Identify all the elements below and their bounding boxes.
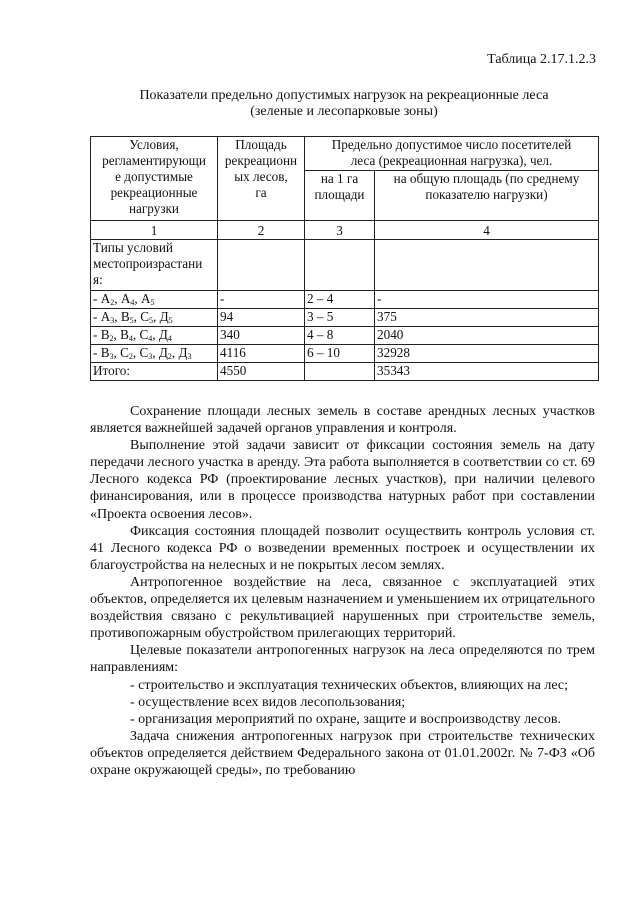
table-row: [91, 327, 599, 345]
list-item: - организация мероприятий по охране, защите и воспроизводству лесов.: [130, 711, 561, 727]
table-number: Таблица 2.17.1.2.3: [487, 52, 596, 67]
total-cell: -: [375, 291, 599, 309]
header-conditions: Условия, регламентирующи е допустимые рекреационные нагрузки: [91, 137, 218, 221]
table-title: [90, 88, 598, 120]
condition-cell: - $А_3$, $В_5$, $С_5$, $Д_5$: [91, 309, 218, 327]
area-cell: -: [218, 291, 305, 309]
paragraph: Целевые показатели антропогенных нагрузок на леса определяются по трем направлениям:: [90, 643, 595, 676]
condition-cell: - $В_2$, $В_4$, $С_4$, $Д_4$: [91, 327, 218, 345]
header-area: Площадь рекреационн ых лесов, га: [218, 137, 305, 221]
paragraph: Сохранение площади лесных земель в составе арендных лесных участков является важнейшей задачей органов управления и контроля.: [90, 404, 595, 437]
col-number: 3: [305, 221, 375, 240]
condition-cell: - $А_2$, $А_4$, $А_5$: [91, 291, 218, 309]
area-cell: 4550: [218, 363, 305, 381]
paragraph: Фиксация состояния площадей позволит осуществить контроль условия ст. 41 Лесного кодекса РФ о возведении временных построек и осуществлении их благоустройства на нелесных и не покрытых лесом землях.: [90, 523, 595, 573]
area-cell: 340: [218, 327, 305, 345]
paragraph: Антропогенное воздействие на леса, связанное с эксплуатацией этих объектов, определяется их целевым назначением и уменьшением их отрицательного воздействия связано с рекультивацией нарушенных при строительстве земель, противопожарным обустройством прилегающих территорий.: [90, 574, 595, 642]
table-row: [91, 291, 599, 309]
table-row: [91, 309, 599, 327]
paragraph: Задача снижения антропогенных нагрузок при строительстве технических объектов определяется действием Федерального закона от 01.01.2002г. № 7-ФЗ «Об охране окружающей среды», по требованию: [90, 728, 595, 778]
table-title-line: Показатели предельно допустимых нагрузок на рекреационные леса: [139, 88, 549, 103]
total-cell: 35343: [375, 363, 599, 381]
col-number: 2: [218, 221, 305, 240]
types-label-cell: Типы условий местопроизрастани я:: [91, 240, 218, 291]
per-ha-cell: 3 – 5: [305, 309, 375, 327]
area-cell: 4116: [218, 345, 305, 363]
list-item: - строительство и эксплуатация технических объектов, влияющих на лес;: [130, 677, 569, 693]
table-total-row: [91, 363, 599, 381]
body-text: [90, 403, 595, 779]
table-title-line: (зеленые и лесопарковые зоны): [250, 104, 438, 119]
total-cell: 375: [375, 309, 599, 327]
total-label-cell: Итого:: [91, 363, 218, 381]
table-row: [91, 345, 599, 363]
condition-cell: - $В_3$, $С_2$, $С_3$, $Д_2$, $Д_3$: [91, 345, 218, 363]
header-total-area: на общую площадь (по среднему показателю нагрузки): [375, 171, 599, 221]
total-cell: 2040: [375, 327, 599, 345]
recreation-load-table: [90, 136, 599, 381]
total-cell: 32928: [375, 345, 599, 363]
per-ha-cell: 2 – 4: [305, 291, 375, 309]
header-per-ha: на 1 га площади: [305, 171, 375, 221]
area-cell: 94: [218, 309, 305, 327]
header-limit: Предельно допустимое число посетителей леса (рекреационная нагрузка), чел.: [305, 137, 599, 171]
per-ha-cell: 6 – 10: [305, 345, 375, 363]
per-ha-cell: 4 – 8: [305, 327, 375, 345]
col-number: 4: [375, 221, 599, 240]
per-ha-cell: [305, 363, 375, 381]
paragraph: Выполнение этой задачи зависит от фиксации состояния земель на дату передачи лесного участка в аренду. Эта работа выполняется в соответствии со ст. 69 Лесного кодекса РФ (проектирование лесных участков), при наличии целевого финансирования, или в процессе производства натурных работ при составлении «Проекта освоения лесов».: [90, 438, 595, 522]
col-number: 1: [91, 221, 218, 240]
list-item: - осуществление всех видов лесопользования;: [130, 694, 406, 710]
